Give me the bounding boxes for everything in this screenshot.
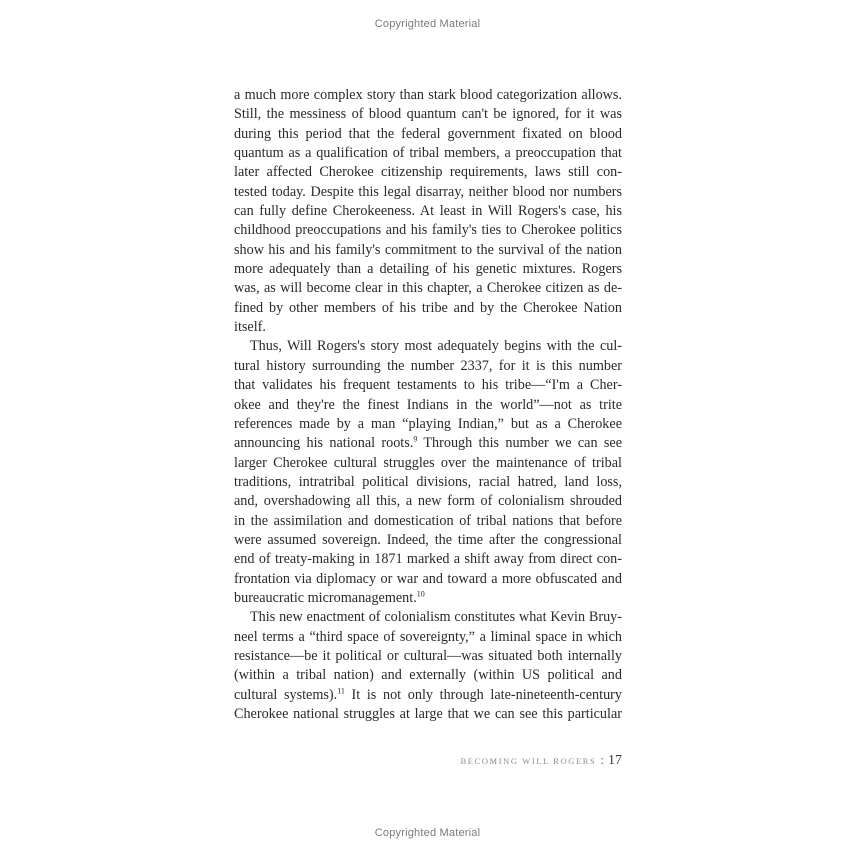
copyright-watermark-top: Copyrighted Material <box>374 18 481 30</box>
text-line <box>234 589 622 608</box>
line-text: fined by other members of his tribe and by the Cherokee Nation <box>234 299 622 316</box>
text-line <box>234 241 622 260</box>
line-text: okee and they're the finest Indians in the world”—not as trite <box>234 396 622 413</box>
text-line <box>234 512 622 531</box>
line-text: itself. <box>234 319 266 336</box>
line-text: neel terms a “third space of sovereignty,” a liminal space in which <box>234 628 622 645</box>
text-line <box>234 396 622 415</box>
text-line <box>234 608 622 627</box>
line-text: (within a tribal nation) and externally (within US political and <box>234 667 622 684</box>
text-line <box>234 221 622 240</box>
line-text: more adequately than a detailing of his genetic mixtures. Rogers <box>234 261 622 278</box>
line-text: announcing his national roots. <box>234 435 414 452</box>
text-line <box>234 357 622 376</box>
text-line <box>234 473 622 492</box>
copyright-watermark-bottom: Copyrighted Material <box>374 827 481 839</box>
text-line <box>234 550 622 569</box>
line-text: during this period that the federal government fixated on blood <box>234 125 622 142</box>
text-line <box>234 86 622 105</box>
line-text: quantum as a qualification of tribal members, a preoccupation that <box>234 145 622 162</box>
text-line <box>234 105 622 124</box>
line-text: Cherokee national struggles at large that we can see this particular <box>234 706 622 722</box>
footer-separator: : <box>600 752 604 767</box>
text-line <box>234 628 622 647</box>
text-line <box>234 279 622 298</box>
line-text: references made by a man “playing Indian,” but as a Cherokee <box>234 415 622 432</box>
line-text: were assumed sovereign. Indeed, the time after the congressional <box>234 531 622 548</box>
footnote-marker[interactable]: 11 <box>337 685 345 695</box>
text-line <box>234 202 622 221</box>
text-line <box>234 299 622 318</box>
body-text <box>234 86 622 724</box>
line-text: in the assimilation and domestication of tribal nations that before <box>234 512 622 529</box>
text-line <box>234 415 622 434</box>
text-line <box>234 434 622 453</box>
text-line <box>234 531 622 550</box>
line-text: larger Cherokee cultural struggles over the maintenance of tribal <box>234 454 622 471</box>
line-text: and, overshadowing all this, a new form of colonialism shrouded <box>234 493 622 510</box>
text-line <box>234 163 622 182</box>
line-text: show his and his family's commitment to the survival of the nation <box>234 241 622 258</box>
text-line <box>234 705 622 724</box>
text-line <box>234 686 622 705</box>
text-line <box>234 454 622 473</box>
line-text: tested today. Despite this legal disarray, neither blood nor numbers <box>234 183 622 200</box>
text-line <box>234 125 622 144</box>
text-line <box>234 376 622 395</box>
line-text: was, as will become clear in this chapter, a Cherokee citizen as de- <box>234 280 622 297</box>
line-text: a much more complex story than stark blood categorization allows. <box>234 87 622 103</box>
line-text: This new enactment of colonialism constitutes what Kevin Bruy- <box>250 609 622 626</box>
running-footer <box>460 751 622 769</box>
line-text: Still, the messiness of blood quantum can't be ignored, for it was <box>234 106 622 123</box>
text-line <box>234 144 622 163</box>
line-text: can fully define Cherokeeness. At least in Will Rogers's case, his <box>234 203 622 220</box>
line-text: childhood preoccupations and his family's ties to Cherokee politics <box>234 222 622 239</box>
line-text: resistance—be it political or cultural—was situated both internally <box>234 647 622 664</box>
footnote-marker[interactable]: 10 <box>416 589 425 599</box>
line-text-continued: Through this number we can see <box>417 435 622 452</box>
text-line <box>234 260 622 279</box>
line-text-continued: It is not only through late-nineteenth-century <box>344 686 622 703</box>
text-line <box>234 492 622 511</box>
line-text: that validates his frequent testaments to his tribe—“I'm a Cher- <box>234 377 622 394</box>
running-title: BECOMING WILL ROGERS <box>460 756 597 766</box>
text-line <box>234 337 622 356</box>
text-line <box>234 570 622 589</box>
page-number: 17 <box>608 753 622 768</box>
text-line <box>234 647 622 666</box>
line-text: later affected Cherokee citizenship requirements, laws still con- <box>234 164 622 181</box>
footnote-marker[interactable]: 9 <box>413 434 418 444</box>
line-text: cultural systems). <box>234 686 338 703</box>
line-text: bureaucratic micromanagement. <box>234 589 417 606</box>
text-line <box>234 318 622 337</box>
text-line <box>234 666 622 685</box>
line-text: tural history surrounding the number 2337, for it is this number <box>234 357 622 374</box>
line-text: end of treaty-making in 1871 marked a shift away from direct con- <box>234 551 622 568</box>
line-text: traditions, intratribal political divisions, racial hatred, land loss, <box>234 473 622 490</box>
text-line <box>234 183 622 202</box>
line-text: Thus, Will Rogers's story most adequately begins with the cul- <box>250 338 622 355</box>
line-text: frontation via diplomacy or war and toward a more obfuscated and <box>234 570 622 587</box>
